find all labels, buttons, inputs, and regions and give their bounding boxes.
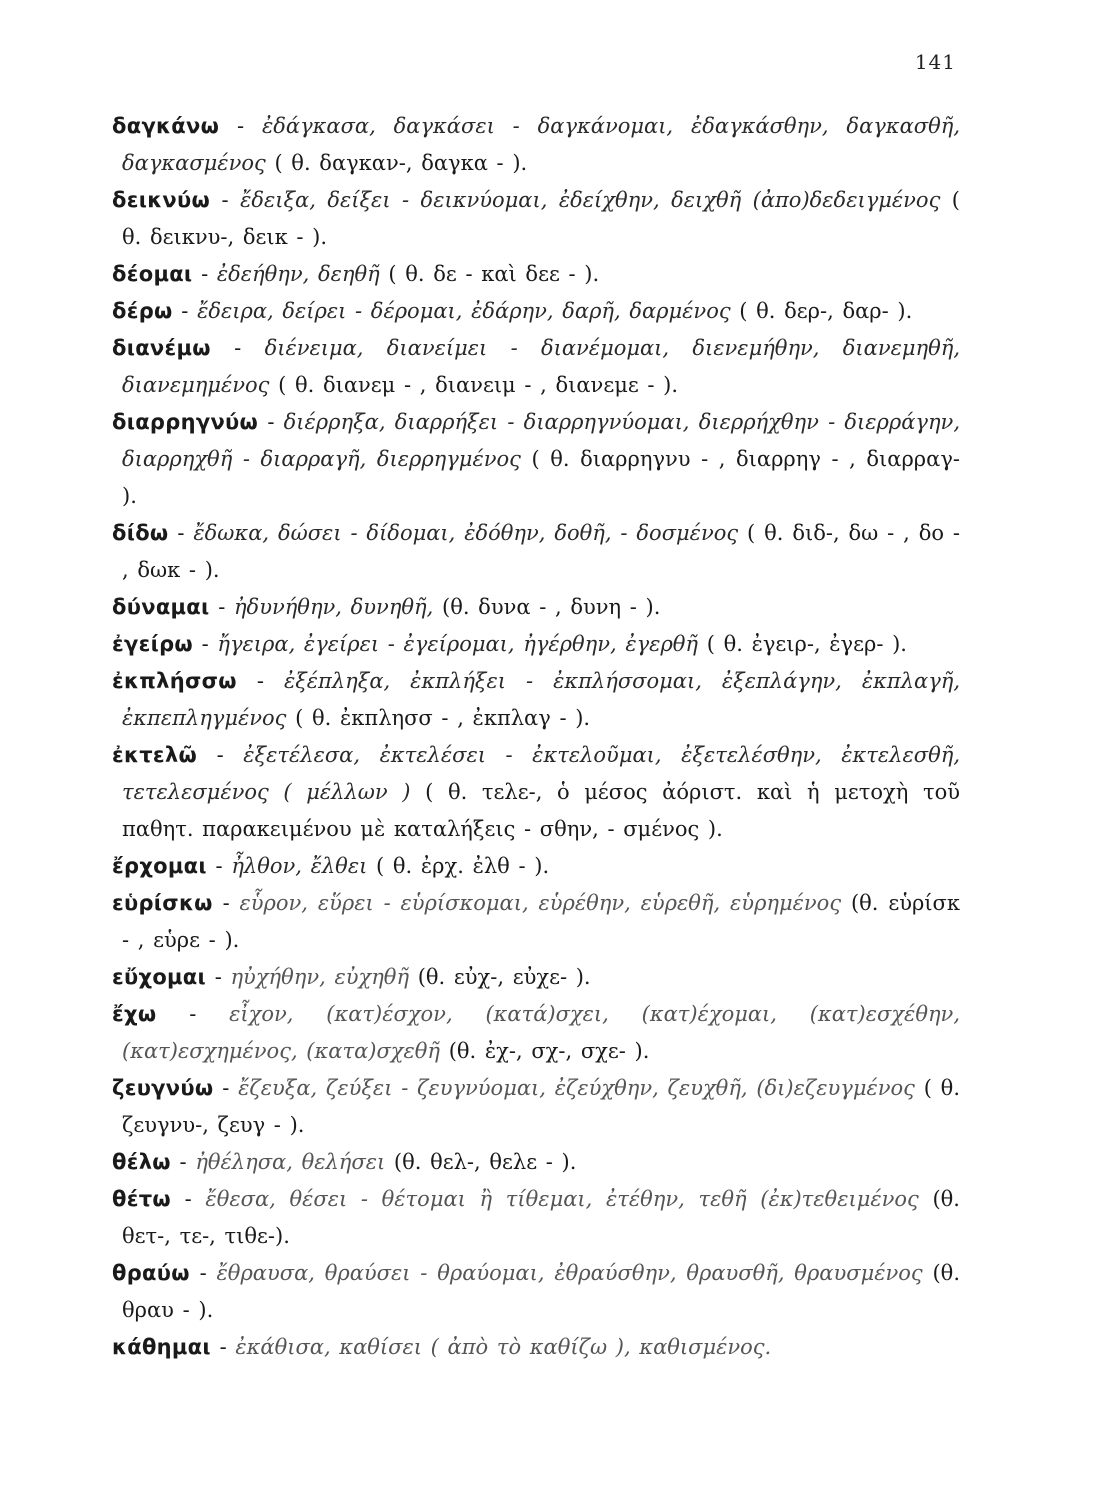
- entry-stem: ( θ. ἐγειρ-, ἐγερ- ).: [706, 632, 907, 656]
- entry-forms: ἐκάθισα, καθίσει ( ἀπὸ τὸ καθίζω ), καθισμένος.: [235, 1335, 772, 1359]
- entry-stem: ( θ. δε - καὶ δεε - ).: [388, 262, 600, 286]
- dictionary-entry: θραύω - ἔθραυσα, θραύσει - θραύομαι, ἐθραύσθην, θραυσθῆ, θραυσμένος (θ. θραυ - ).: [112, 1261, 960, 1322]
- dictionary-entry: διανέμω - διένειμα, διανείμει - διανέμομαι, διενεμήθην, διανεμηθῆ, διανεμημένος ( θ. διανεμ - , διανειμ - , διανεμε - ).: [112, 336, 961, 397]
- entry-stem: (θ. ἐχ-, σχ-, σχε- ).: [448, 1039, 650, 1063]
- dictionary-entry: δέρω - ἔδειρα, δείρει - δέρομαι, ἐδάρην, δαρῆ, δαρμένος ( θ. δερ-, δαρ- ).: [112, 299, 913, 323]
- entry-stem: ( θ. δαγκαν-, δαγκα - ).: [274, 151, 528, 175]
- dictionary-entry: εὑρίσκω - εὗρον, εὕρει - εὑρίσκομαι, εὑρέθην, εὑρεθῆ, εὑρημένος (θ. εὑρίσκ - , εὑρε - ).: [112, 891, 960, 952]
- entry-forms: ἐξετέλεσα, ἐκτελέσει - ἐκτελοῦμαι, ἐξετελέσθην, ἐκτελεσθῆ, τετελεσμένος ( μέλλων ): [122, 743, 960, 804]
- entry-stem: ( θ. τελε-, ὁ μέσος ἀόριστ. καὶ ἡ μετοχὴ τοῦ παθητ. παρακειμένου μὲ καταλήξεις - σθην, - σμένος ).: [122, 780, 960, 841]
- dictionary-entry: δαγκάνω - ἐδάγκασα, δαγκάσει - δαγκάνομαι, ἐδαγκάσθην, δαγκασθῆ, δαγκασμένος ( θ. δαγκαν-, δαγκα - ).: [112, 114, 960, 175]
- entry-stem: (θ. εὐχ-, εὐχε- ).: [417, 965, 591, 989]
- dictionary-entry: θέτω - ἔθεσα, θέσει - θέτομαι ἢ τίθεμαι, ἐτέθην, τεθῆ (ἐκ)τεθειμένος (θ. θετ-, τε-, τιθε-).: [112, 1187, 960, 1248]
- entry-forms: ἐδεήθην, δεηθῆ: [216, 262, 380, 286]
- entry-forms: εἶχον, (κατ)έσχον, (κατά)σχει, (κατ)έχομαι, (κατ)εσχέθην, (κατ)εσχημένος, (κατα)σχεθῆ: [122, 1002, 960, 1063]
- entry-headword: εὑρίσκω: [112, 891, 213, 915]
- dictionary-entry: εὔχομαι - ηὐχήθην, εὐχηθῆ (θ. εὐχ-, εὐχε- ).: [112, 965, 591, 989]
- entry-headword: ζευγνύω: [112, 1076, 214, 1100]
- dictionary-entry: ἐκτελῶ - ἐξετέλεσα, ἐκτελέσει - ἐκτελοῦμαι, ἐξετελέσθην, ἐκτελεσθῆ, τετελεσμένος ( μέλλων ) ( θ. τελε-, ὁ μέσος ἀόριστ. καὶ ἡ μετοχὴ τοῦ παθητ. παρακειμένου μὲ καταλήξεις - σθην, - σμένος ).: [112, 743, 960, 841]
- entry-headword: δίδω: [112, 521, 169, 545]
- entry-headword: κάθημαι: [112, 1335, 211, 1359]
- entry-headword: δεικνύω: [112, 188, 211, 212]
- entry-forms: εὗρον, εὕρει - εὑρίσκομαι, εὑρέθην, εὑρεθῆ, εὑρημένος: [239, 891, 842, 915]
- entry-stem: ( θ. διαρρηγνυ - , διαρρηγ - , διαρραγ- ).: [122, 447, 960, 508]
- entry-forms: ἤγειρα, ἐγείρει - ἐγείρομαι, ἠγέρθην, ἐγερθῆ: [217, 632, 699, 656]
- page-number: 141: [914, 50, 956, 74]
- entry-stem: (θ. θετ-, τε-, τιθε-).: [122, 1187, 960, 1248]
- entry-stem: ( θ. δεικνυ-, δεικ - ).: [122, 188, 960, 249]
- entry-headword: διαρρηγνύω: [112, 410, 259, 434]
- entry-forms: ἔζευξα, ζεύξει - ζευγνύομαι, ἐζεύχθην, ζευχθῆ, (δι)εζευγμένος: [238, 1076, 915, 1100]
- entry-headword: θέτω: [112, 1187, 171, 1211]
- entry-stem: ( θ. διδ-, δω - , δο - , δωκ - ).: [122, 521, 960, 582]
- entry-headword: ἐκτελῶ: [112, 743, 198, 767]
- entry-headword: θέλω: [112, 1150, 171, 1174]
- entry-stem: ( θ. δερ-, δαρ- ).: [739, 299, 913, 323]
- entry-stem: ( θ. ζευγνυ-, ζευγ - ).: [122, 1076, 960, 1137]
- entry-forms: ἔδειρα, δείρει - δέρομαι, ἐδάρην, δαρῆ, δαρμένος: [197, 299, 731, 323]
- entry-headword: δύναμαι: [112, 595, 210, 619]
- entry-forms: ἦλθον, ἔλθει: [231, 854, 368, 878]
- entry-headword: δέρω: [112, 299, 173, 323]
- dictionary-entry: δίδω - ἔδωκα, δώσει - δίδομαι, ἐδόθην, δοθῆ, - δοσμένος ( θ. διδ-, δω - , δο - , δωκ - ).: [112, 521, 960, 582]
- dictionary-entry: ἔρχομαι - ἦλθον, ἔλθει ( θ. ἐρχ. ἐλθ - ).: [112, 854, 550, 878]
- entry-forms: διένειμα, διανείμει - διανέμομαι, διενεμήθην, διανεμηθῆ, διανεμημένος: [122, 336, 961, 397]
- entry-headword: ἔρχομαι: [112, 854, 207, 878]
- dictionary-entry: δύναμαι - ἠδυνήθην, δυνηθῆ, (θ. δυνα - , δυνη - ).: [112, 595, 661, 619]
- entry-headword: ἐγείρω: [112, 632, 193, 656]
- dictionary-entry: ἔχω - εἶχον, (κατ)έσχον, (κατά)σχει, (κατ)έχομαι, (κατ)εσχέθην, (κατ)εσχημένος, (κατα)σχεθῆ (θ. ἐχ-, σχ-, σχε- ).: [112, 1002, 960, 1063]
- entry-stem: (θ. δυνα - , δυνη - ).: [442, 595, 661, 619]
- dictionary-entry: δεικνύω - ἔδειξα, δείξει - δεικνύομαι, ἐδείχθην, δειχθῆ (ἀπο)δεδειγμένος ( θ. δεικνυ-, δεικ - ).: [112, 188, 960, 249]
- entry-forms: ἐξέπληξα, ἐκπλήξει - ἐκπλήσσομαι, ἐξεπλάγην, ἐκπλαγῆ, ἐκπεπληγμένος: [122, 669, 961, 730]
- dictionary-entry: δέομαι - ἐδεήθην, δεηθῆ ( θ. δε - καὶ δεε - ).: [112, 262, 600, 286]
- dictionary-entry: ἐκπλήσσω - ἐξέπληξα, ἐκπλήξει - ἐκπλήσσομαι, ἐξεπλάγην, ἐκπλαγῆ, ἐκπεπληγμένος ( θ. ἐκπλησσ - , ἐκπλαγ - ).: [112, 669, 961, 730]
- entry-headword: δέομαι: [112, 262, 193, 286]
- entry-forms: ηὐχήθην, εὐχηθῆ: [230, 965, 410, 989]
- entry-headword: εὔχομαι: [112, 965, 207, 989]
- entry-stem: ( θ. ἐρχ. ἐλθ - ).: [376, 854, 550, 878]
- dictionary-entries: [112, 108, 960, 1366]
- entry-stem: (θ. εὑρίσκ - , εὑρε - ).: [122, 891, 960, 952]
- entry-stem: ( θ. διανεμ - , διανειμ - , διανεμε - ).: [278, 373, 679, 397]
- entry-stem: (θ. θελ-, θελε - ).: [393, 1150, 577, 1174]
- entry-forms: ἐδάγκασα, δαγκάσει - δαγκάνομαι, ἐδαγκάσθην, δαγκασθῆ, δαγκασμένος: [122, 114, 960, 175]
- entry-forms: ἔθεσα, θέσει - θέτομαι ἢ τίθεμαι, ἐτέθην, τεθῆ (ἐκ)τεθειμένος: [205, 1187, 919, 1211]
- dictionary-entry: θέλω - ἠθέλησα, θελήσει (θ. θελ-, θελε - ).: [112, 1150, 577, 1174]
- dictionary-entry: ἐγείρω - ἤγειρα, ἐγείρει - ἐγείρομαι, ἠγέρθην, ἐγερθῆ ( θ. ἐγειρ-, ἐγερ- ).: [112, 632, 907, 656]
- entry-forms: διέρρηξα, διαρρήξει - διαρρηγνύομαι, διερρήχθην - διερράγην, διαρρηχθῆ - διαρραγῆ, διερρηγμένος: [122, 410, 960, 471]
- entry-headword: ἔχω: [112, 1002, 157, 1026]
- entry-stem: ( θ. ἐκπλησσ - , ἐκπλαγ - ).: [295, 706, 591, 730]
- entry-headword: θραύω: [112, 1261, 190, 1285]
- entry-forms: ἔδωκα, δώσει - δίδομαι, ἐδόθην, δοθῆ, - δοσμένος: [193, 521, 739, 545]
- entry-headword: διανέμω: [112, 336, 211, 360]
- entry-forms: ἠθέλησα, θελήσει: [195, 1150, 386, 1174]
- entry-forms: ἠδυνήθην, δυνηθῆ,: [233, 595, 434, 619]
- entry-stem: (θ. θραυ - ).: [122, 1261, 960, 1322]
- dictionary-entry: ζευγνύω - ἔζευξα, ζεύξει - ζευγνύομαι, ἐζεύχθην, ζευχθῆ, (δι)εζευγμένος ( θ. ζευγνυ-, ζευγ - ).: [112, 1076, 960, 1137]
- entry-forms: ἔδειξα, δείξει - δεικνύομαι, ἐδείχθην, δειχθῆ (ἀπο)δεδειγμένος: [240, 188, 941, 212]
- entry-headword: δαγκάνω: [112, 114, 220, 138]
- entry-forms: ἔθραυσα, θραύσει - θραύομαι, ἐθραύσθην, θραυσθῆ, θραυσμένος: [216, 1261, 923, 1285]
- dictionary-entry: διαρρηγνύω - διέρρηξα, διαρρήξει - διαρρηγνύομαι, διερρήχθην - διερράγην, διαρρηχθῆ - διαρραγῆ, διερρηγμένος ( θ. διαρρηγνυ - , διαρρηγ - , διαρραγ- ).: [112, 410, 960, 508]
- dictionary-entry: κάθημαι - ἐκάθισα, καθίσει ( ἀπὸ τὸ καθίζω ), καθισμένος.: [112, 1335, 772, 1359]
- entry-headword: ἐκπλήσσω: [112, 669, 237, 693]
